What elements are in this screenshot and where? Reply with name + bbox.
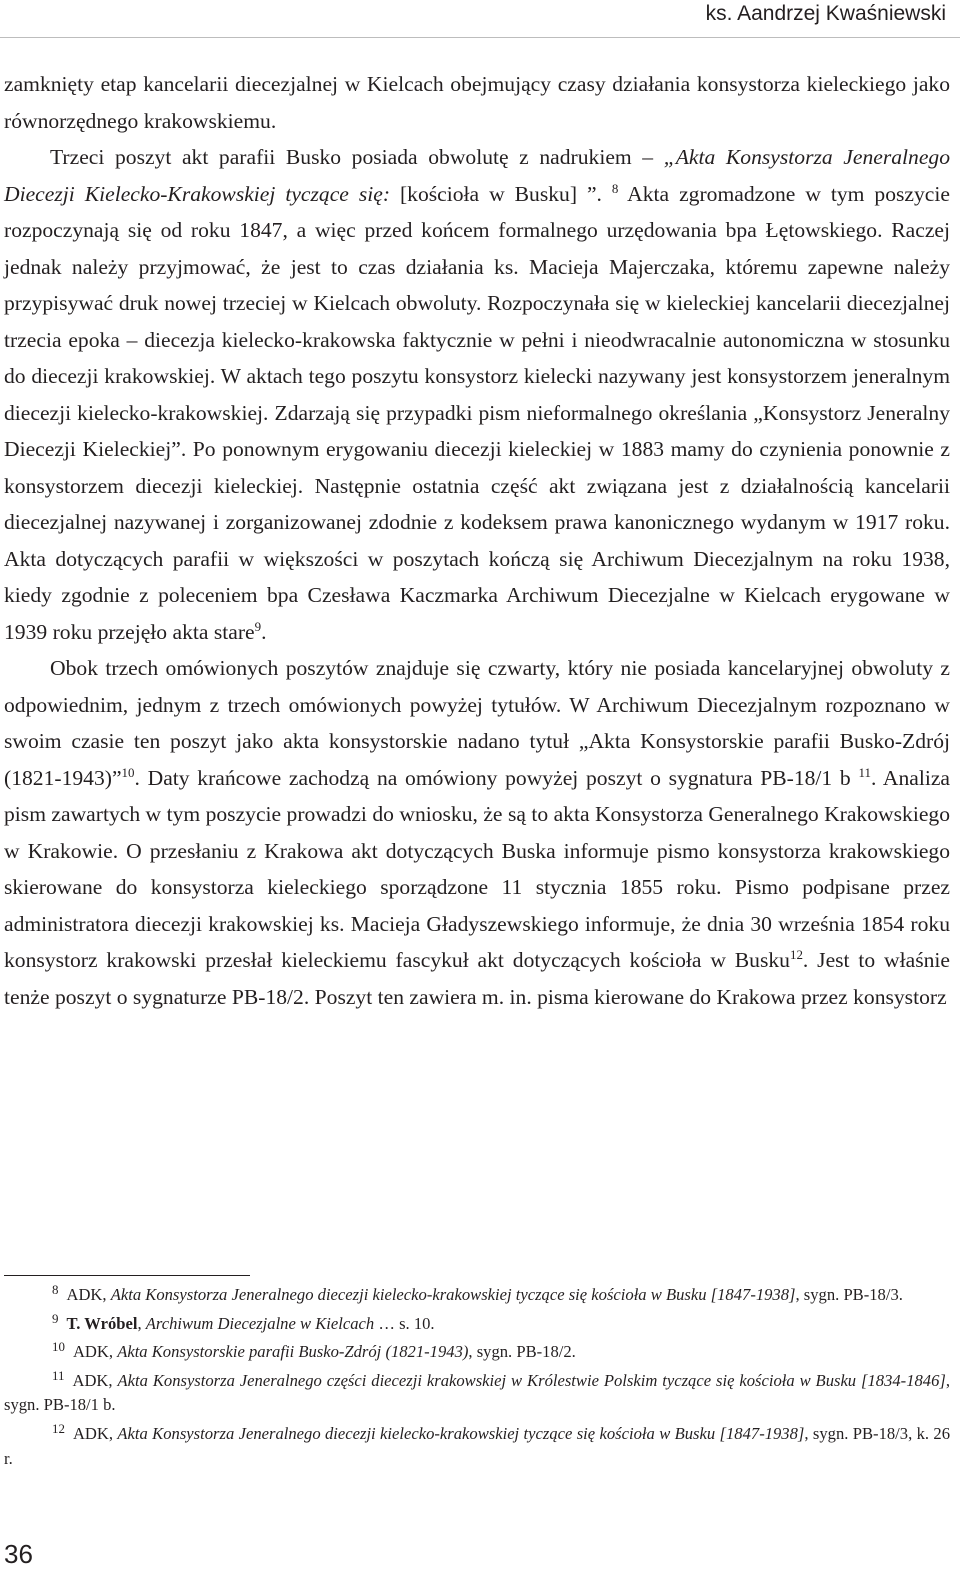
footnote-ref-11[interactable]: 11: [858, 764, 871, 780]
footnote-italic-title: Akta Konsystorza Jeneralnego diecezji kielecko-krakowskiej tyczące się kościoła w Busku [1847-1938]: [117, 1423, 805, 1443]
footnote-text: ADK,: [72, 1342, 118, 1362]
footnote-text: , sygn. PB-18/3, k. 26 r.: [4, 1423, 950, 1468]
paragraph-2-text-d: .: [261, 619, 267, 644]
page-number: 36: [4, 1539, 33, 1569]
footnote-text: , sygn. PB-18/2.: [468, 1342, 576, 1362]
footnote-8: [4, 1283, 950, 1308]
footnote-12: [4, 1422, 950, 1471]
footnote-italic-title: Akta Konsystorskie parafii Busko-Zdrój (1821-1943): [117, 1342, 469, 1362]
footnote-text: ADK,: [72, 1423, 118, 1443]
footnote-number: 12: [52, 1421, 65, 1437]
footnote-ref-8[interactable]: 8: [611, 180, 619, 196]
footnote-number: 8: [52, 1282, 59, 1298]
paragraph-2-text-a: Trzeci poszyt akt parafii Busko posiada obwolutę z nadrukiem –: [50, 145, 664, 169]
paragraph-1-text: zamknięty etap kancelarii diecezjalnej w Kielcach obejmujący czasy działania konsystorza kieleckiego jako równorzędnego krakowskiemu.: [4, 72, 950, 133]
footnote-text: , sygn. PB-18/1 b.: [4, 1370, 950, 1415]
footnote-italic-title: Archiwum Diecezjalne w Kielcach: [145, 1313, 375, 1333]
footnote-author: T. Wróbel: [66, 1313, 138, 1333]
footnote-rule: [4, 1275, 250, 1276]
footnote-italic-title: Akta Konsystorza Jeneralnego części diecezji krakowskiej w Królestwie Polskim tyczące się kościoła w Busku [1834-1846]: [117, 1370, 946, 1390]
paragraph-3-text-a: Obok trzech omówionych poszytów znajduje się czwarty, który nie posiada kancelaryjnej obwoluty z odpowiednim, jednym z trzech omówionych powyżej tytułów. W Archiwum Diecezjalnym rozpoznano w swoim czasie ten poszyt jako akta konsystorskie nadano tytuł „Akta Konsystorskie parafii Busko-Zdrój (1821-1943)”: [4, 656, 950, 790]
footnote-9: [4, 1312, 950, 1337]
paragraph-2-text-c: Akta zgromadzone w tym poszycie rozpoczynają się od roku 1847, a więc przed końcem formalnego urzędowania bpa Łętowskiego. Raczej jednak należy przyjmować, że jest to czas działania ks. Macieja Majerczaka, któremu zapewne należy przypisywać druk nowej trzeciej w Kielcach obwoluty. Rozpoczynała się w kieleckiej kancelarii diecezjalnej trzecia epoka – diecezja kielecko-krakowska faktycznie w pełni i nieodwracalnie autonomiczna w stosunku do diecezji krakowskiej. W aktach tego poszytu konsystorz kielecki nazywany jest konsystorzem jeneralnym diecezji kielecko-krakowskiej. Zdarzają się przypadki pism nieformalnego określania „Konsystorz Jeneralny Diecezji Kieleckiej”. Po ponownym erygowaniu diecezji kieleckiej w 1883 mamy do czynienia ponownie z konsystorzem diecezji kieleckiej. Następnie ostatnia część akt związana jest z działalnością kancelarii diecezjalnej nazywanej i zorganizowanej zdodnie z kodeksem prawa kanonicznego wydanym w 1917 roku. Akta dotyczących parafii w większości w poszytach kończą się Archiwum Diecezjalnym na roku 1938, kiedy zgodnie z poleceniem bpa Czesława Kaczmarka Archiwum Diecezjalne w Kielcach erygowane w 1939 roku przejęło akta stare: [4, 181, 950, 644]
footnotes: [4, 1283, 950, 1475]
footnote-text: … s. 10.: [374, 1313, 435, 1333]
paragraph-1: [4, 66, 950, 139]
paragraph-3: [4, 650, 950, 1015]
footnote-text: ,: [137, 1313, 146, 1333]
header-rule: [0, 37, 960, 38]
footnote-number: 9: [52, 1310, 59, 1326]
paragraph-3-text-c: . Analiza pism zawartych w tym poszycie prowadzi do wniosku, że są to akta Konsystorza Generalnego Krakowskiego w Krakowie. O przesłaniu z Krakowa akt dotyczących Buska informuje pismo konsystorza krakowskiego skierowane do konsystorza kieleckiego sporządzone 11 stycznia 1855 roku. Pismo podpisane przez administratora diecezji krakowskiej ks. Macieja Gładyszewskiego informuje, że dnia 30 września 1854 roku konsystorz krakowski przesłał kieleckiemu fascykuł akt dotyczących kościoła w Busku: [4, 765, 950, 972]
paragraph-2-text-b: [kościoła w Busku] ”.: [390, 181, 612, 206]
paragraph-3-text-d: . Jest to właśnie tenże poszyt o sygnaturze PB-18/2. Poszyt ten zawiera m. in. pisma kierowane do Krakowa przez konsystorz: [4, 948, 950, 1009]
footnote-italic-title: Akta Konsystorza Jeneralnego diecezji kielecko-krakowskiej tyczące się kościoła w Busku [1847-1938]: [110, 1285, 796, 1304]
paragraph-2: [4, 139, 950, 650]
footnote-number: 10: [52, 1339, 65, 1355]
running-head: ks. Aandrzej Kwaśniewski: [705, 2, 946, 25]
footnote-text: , sygn. PB-18/3.: [795, 1285, 903, 1304]
footnote-ref-10[interactable]: 10: [121, 764, 135, 780]
main-text: [4, 66, 950, 1015]
footnote-11: [4, 1369, 950, 1418]
footnote-ref-12[interactable]: 12: [789, 947, 803, 963]
footnote-10: [4, 1340, 950, 1365]
footnote-ref-9[interactable]: 9: [254, 618, 262, 634]
footnote-number: 11: [52, 1367, 65, 1383]
footnote-text: ADK,: [66, 1285, 111, 1304]
paragraph-3-text-b: . Daty krańcowe zachodzą na omówiony powyżej poszyt o sygnatura PB-18/1 b: [134, 765, 859, 790]
footnote-text: ADK,: [72, 1370, 118, 1390]
paragraph-2-italic-title: „Akta Konsystorza Jeneralnego Diecezji Kielecko-Krakowskiej tyczące się:: [4, 145, 951, 206]
